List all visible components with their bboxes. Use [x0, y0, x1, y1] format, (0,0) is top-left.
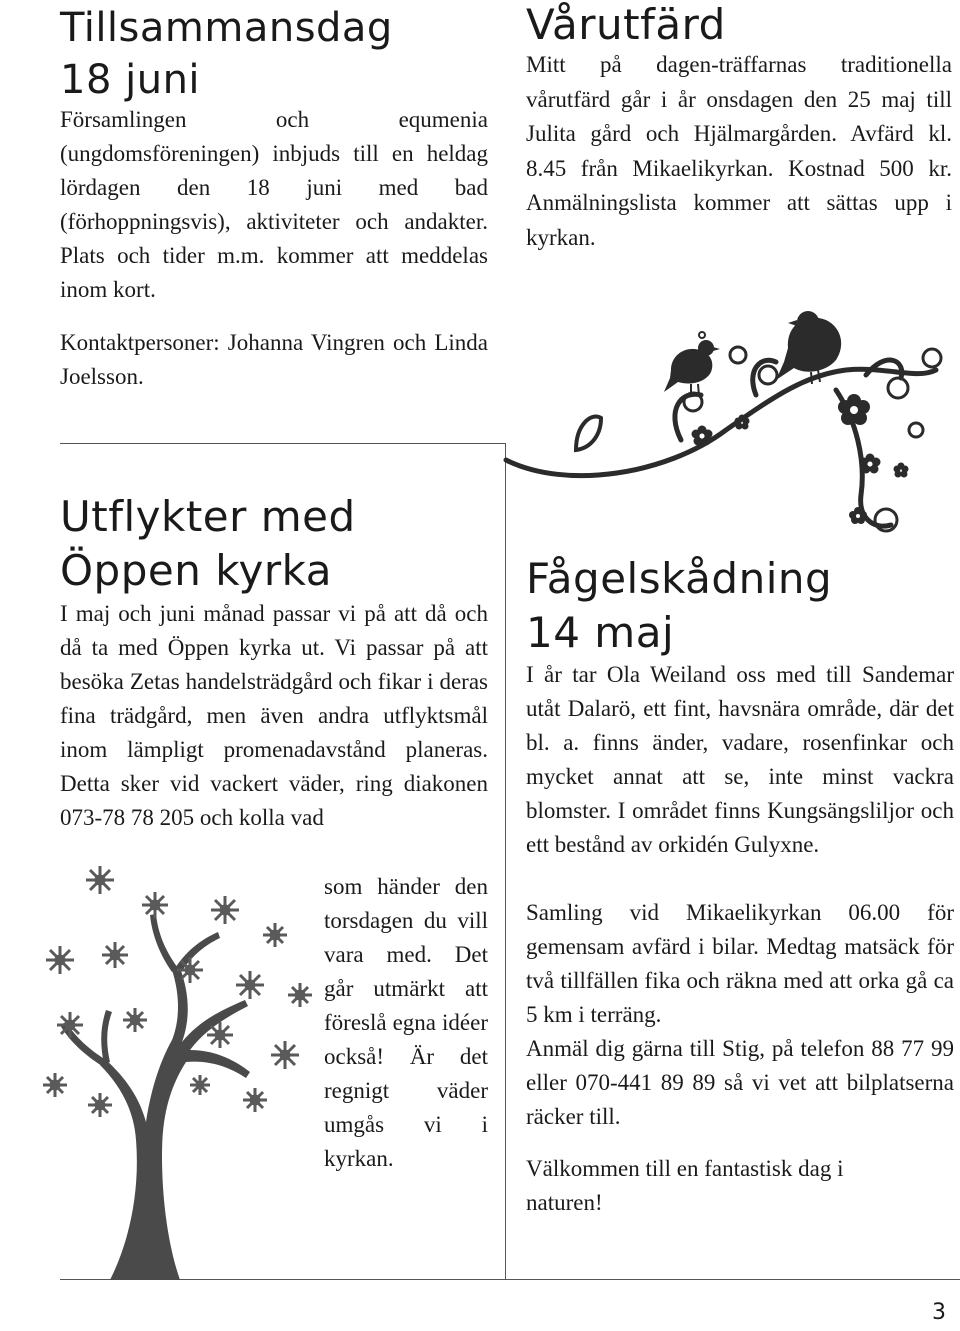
- utflykter-title-line2: Öppen kyrka: [60, 546, 332, 595]
- fagelskadning-paragraph2: Samling vid Mikaelikyrkan 06.00 för gemensam avfärd i bilar. Medtag matsäck för två tillfällen fika och räkna med att orka gå ca 5 km i terräng.: [526, 900, 954, 1027]
- tillsammansdag-contacts: Kontaktpersoner: Johanna Vingren och Linda Joelsson.: [60, 330, 488, 389]
- fagelskadning-paragraph3: Anmäl dig gärna till Stig, på telefon 88 77 99 eller 070-441 89 89 så vi vet att bilplatserna räcker till.: [526, 1036, 954, 1129]
- birds-on-branch-icon: [506, 300, 960, 540]
- page-number: 3: [932, 1300, 946, 1325]
- varutfard-paragraph: Mitt på dagen-träffarnas traditionella vårutfärd går i år onsdagen den 25 maj till Julita gård och Hjälmargården. Avfärd kl. 8.45 från Mikaelikyrkan. Kostnad 500 kr. Anmälningslista kommer att sättas upp i kyrkan.: [526, 52, 952, 250]
- divider-vertical: [505, 443, 506, 1280]
- utflykter-paragraph-tail: som händer den torsdagen du vill vara med. Det går utmärkt att föreslå egna idéer också! Är det regnigt väder umgås vi i kyrkan.: [324, 874, 488, 1171]
- tillsammansdag-title: [60, 2, 393, 106]
- fagelskadning-title-line1: Fågelskådning: [526, 554, 833, 603]
- varutfard-title: Vårutfärd: [526, 0, 726, 49]
- divider-top-left: [60, 443, 505, 444]
- tillsammansdag-title-line1: Tillsammansdag: [60, 5, 393, 51]
- flowering-tree-icon: [40, 860, 330, 1280]
- tillsammansdag-title-line2: 18 juni: [60, 57, 201, 103]
- utflykter-title-line1: Utflykter med: [60, 492, 356, 541]
- utflykter-paragraph-lead: I maj och juni månad passar vi på att då och då ta med Öppen kyrka ut. Vi passar på att besöka Zetas handelsträdgård och fikar i deras fina trädgård, men även andra utflyktsmål inom lämpligt promenadavstånd planeras. Detta sker vid vackert väder, ring diakonen 073-78 78 205 och kolla vad: [60, 601, 488, 830]
- utflykter-title: [60, 490, 356, 598]
- fagelskadning-paragraph1: I år tar Ola Weiland oss med till Sandemar utåt Dalarö, ett fint, havsnära område, där det bl. a. finns änder, vadare, rosenfinkar och mycket annat att se, inte minst vackra blomster. I området finns Kungsängsliljor och ett bestånd av orkidén Gulyxne.: [526, 662, 954, 857]
- tillsammansdag-paragraph: Församlingen och equmenia (ungdomsföreningen) inbjuds till en heldag lördagen den 18 juni med bad (förhoppningsvis), aktiviteter och andakter. Plats och tider m.m. kommer att meddelas inom kort.: [60, 107, 488, 302]
- fagelskadning-paragraph4: Välkommen till en fantastisk dag i naturen!: [526, 1156, 844, 1215]
- fagelskadning-title: [526, 552, 832, 660]
- fagelskadning-title-line2: 14 maj: [526, 608, 675, 657]
